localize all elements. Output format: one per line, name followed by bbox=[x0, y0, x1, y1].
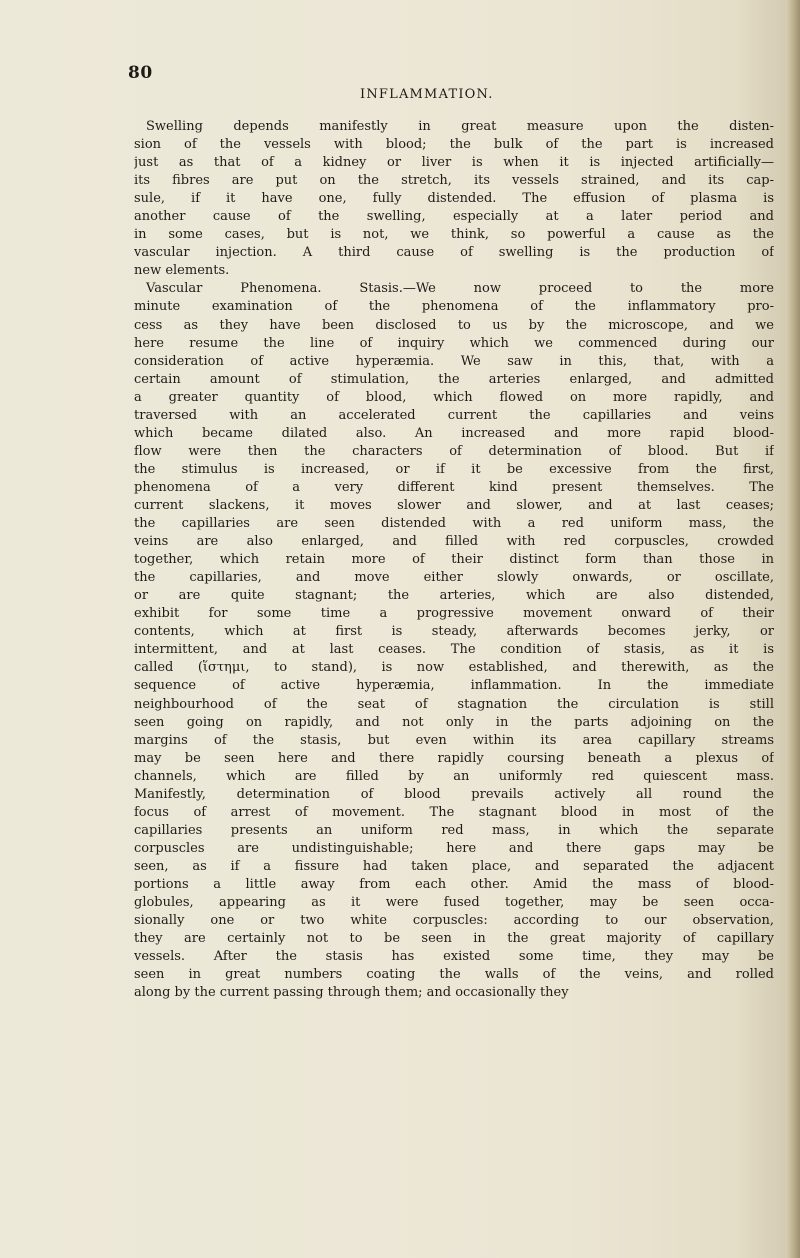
text-line: together, which retain more of their distinct form than those in bbox=[134, 552, 774, 568]
text-line: sionally one or two white corpuscles: according to our observation, bbox=[134, 913, 774, 929]
running-head: INFLAMMATION. bbox=[360, 87, 494, 102]
text-line: phenomena of a very different kind present themselves. The bbox=[134, 479, 774, 495]
text-line: Swelling depends manifestly in great measure upon the disten- bbox=[146, 119, 774, 134]
text-line: certain amount of stimulation, the arteries enlarged, and admitted bbox=[134, 371, 774, 387]
text-line: Manifestly, determination of blood prevails actively all round the bbox=[134, 786, 774, 802]
text-line: Vascular Phenomena. Stasis.—We now proceed to the more bbox=[146, 281, 774, 297]
page-edge-shadow bbox=[786, 0, 800, 1258]
text-line: capillaries presents an uniform red mass, in which the separate bbox=[134, 822, 774, 838]
text-line: traversed with an accelerated current the capillaries and veins bbox=[134, 407, 774, 423]
text-line: cess as they have been disclosed to us by the microscope, and we bbox=[134, 317, 774, 333]
text-line: margins of the stasis, but even within its area capillary streams bbox=[134, 732, 774, 748]
text-line: here resume the line of inquiry which we commenced during our bbox=[134, 335, 774, 351]
text-line: neighbourhood of the seat of stagnation the circulation is still bbox=[134, 696, 774, 712]
text-line: vascular injection. A third cause of swelling is the production of bbox=[134, 245, 774, 261]
text-line: vessels. After the stasis has existed some time, they may be bbox=[134, 949, 774, 965]
text-line: along by the current passing through them; and occasionally they bbox=[134, 985, 569, 1001]
text-line: may be seen here and there rapidly coursing beneath a plexus of bbox=[134, 750, 774, 766]
text-line: flow were then the characters of determination of blood. But if bbox=[134, 443, 774, 459]
text-line: they are certainly not to be seen in the great majority of capillary bbox=[134, 931, 774, 947]
text-line: sion of the vessels with blood; the bulk of the part is increased bbox=[134, 137, 774, 153]
text-line: sule, if it have one, fully distended. The effusion of plasma is bbox=[134, 191, 774, 207]
text-line: consideration of active hyperæmia. We saw in this, that, with a bbox=[134, 353, 774, 369]
text-line: minute examination of the phenomena of the inflammatory pro- bbox=[134, 299, 774, 315]
text-line: veins are also enlarged, and filled with red corpuscles, crowded bbox=[134, 534, 774, 550]
text-line: current slackens, it moves slower and slower, and at last ceases; bbox=[134, 497, 774, 513]
text-line: in some cases, but is not, we think, so powerful a cause as the bbox=[134, 227, 774, 243]
text-line: new elements. bbox=[134, 263, 230, 279]
text-line: another cause of the swelling, especially at a later period and bbox=[134, 209, 774, 225]
text-line: just as that of a kidney or liver is when it is injected artificially— bbox=[134, 155, 774, 171]
text-line: a greater quantity of blood, which flowed on more rapidly, and bbox=[134, 389, 774, 405]
text-line: seen going on rapidly, and not only in the parts adjoining on the bbox=[134, 714, 774, 730]
text-line: which became dilated also. An increased and more rapid blood- bbox=[134, 425, 774, 441]
text-line: the capillaries are seen distended with a red uniform mass, the bbox=[134, 516, 774, 532]
text-line: or are quite stagnant; the arteries, which are also distended, bbox=[134, 588, 774, 604]
page-number: 80 bbox=[128, 63, 153, 83]
text-line: channels, which are filled by an uniformly red quiescent mass. bbox=[134, 768, 774, 784]
text-line: called (ἵστημι, to stand), is now established, and therewith, as the bbox=[134, 660, 774, 676]
text-line: seen in great numbers coating the walls of the veins, and rolled bbox=[134, 967, 774, 983]
text-line: focus of arrest of movement. The stagnant blood in most of the bbox=[134, 804, 774, 820]
text-line: intermittent, and at last ceases. The condition of stasis, as it is bbox=[134, 642, 774, 658]
text-line: contents, which at first is steady, afterwards becomes jerky, or bbox=[134, 624, 774, 640]
text-line: sequence of active hyperæmia, inflammation. In the immediate bbox=[134, 678, 774, 694]
text-line: the stimulus is increased, or if it be excessive from the first, bbox=[134, 461, 774, 477]
text-line: the capillaries, and move either slowly onwards, or oscillate, bbox=[134, 570, 774, 586]
text-line: portions a little away from each other. Amid the mass of blood- bbox=[134, 876, 774, 892]
text-line: globules, appearing as it were fused together, may be seen occa- bbox=[134, 895, 774, 911]
text-line: corpuscles are undistinguishable; here and there gaps may be bbox=[134, 840, 774, 856]
text-line: exhibit for some time a progressive movement onward of their bbox=[134, 606, 774, 622]
text-line: its fibres are put on the stretch, its vessels strained, and its cap- bbox=[134, 173, 774, 189]
body-text bbox=[134, 118, 774, 1002]
text-line: seen, as if a fissure had taken place, and separated the adjacent bbox=[134, 858, 774, 874]
